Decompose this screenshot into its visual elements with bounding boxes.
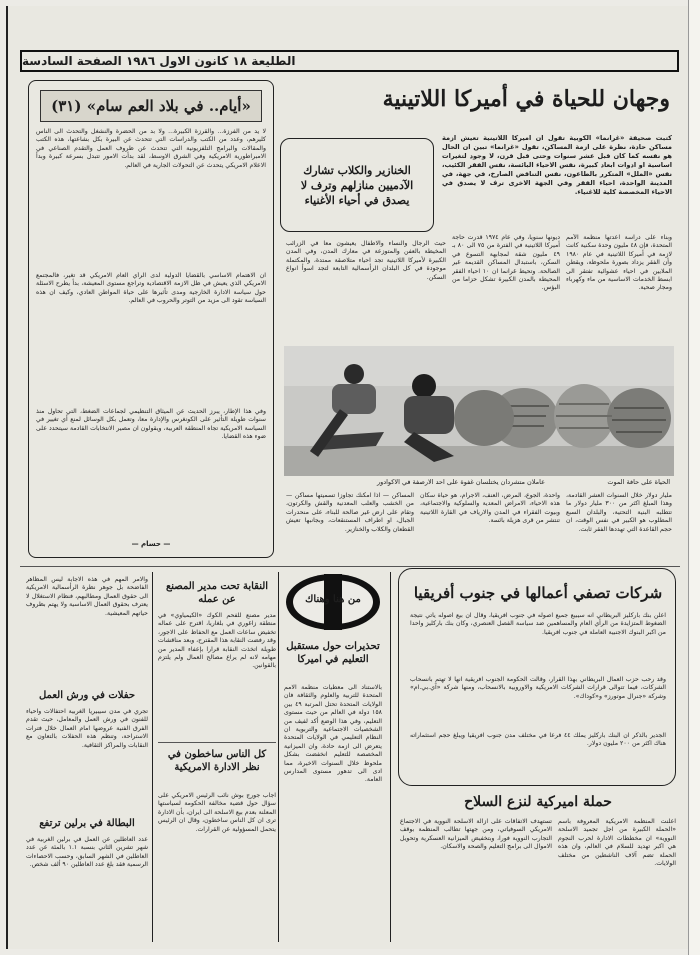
page-header (20, 50, 679, 72)
companies-headline: شركات تصفي أعمالها في جنوب أفريقيا (413, 584, 663, 602)
col-rule-2 (152, 572, 153, 942)
companies-body-2: وقد رحب حزب العمال البريطاني بهذا القرار، وقالت الحكومة الجنوب افريقية انها لا تهتم بانسحاب الشركات، فيما تتوالى قرارات الشركات الامريكية والاوروبية بالانسحاب، ومنها شركة «آي.بي.ام» وشركة «جنرال موتورز» و«كوداك». (410, 676, 666, 700)
latin-photo-caption-right: الحياة على حافة الموت (607, 478, 670, 486)
ayyam-body-3: وفي هذا الإطار، يبرز الحديث عن الميثاق التنظيمي لجماعات الضغط، التي تحاول منذ سنوات طويلة التأثير على الكونغرس والإدارة معا، وتعمل بكل الوسائل لمنع أي تغيير في السياسة الامريكية تجاه المنطقة العربية، ويقولون ان مصير الانتخابات القادمة سيتحدد على ضوء هذه القضايا. (36, 408, 266, 441)
section-divider (20, 566, 680, 567)
minhuna-logo-text: من هنا وهناك (305, 594, 361, 605)
latin-headline: وجهان للحياة في أميركا اللاتينية (382, 86, 670, 112)
workshop-body: تجري في مدن سيبيريا الغربية احتفالات واحياء للفنون في ورش العمل والمعامل، حيث تقدم الفرق الفنية عروضها امام العمال خلال فترات الاستراحة، وتنظم هذه الحفلات بالتعاون مع النقابات والمراكز الثقافية. (26, 708, 148, 749)
latin-bottom-1: مليار دولار خلال السنوات العشر القادمة، وهذا المبلغ اكثر من ٣٠٠ مليار دولار ما تتطلبه البنية التحتية، والبلدان السبع المطلوب هو الكبير في نفس الوقت، ان حجم القاعدة التي تهددها الفقر ثابت. (566, 492, 672, 533)
companies-body-1: اعلن بنك باركليز البريطاني انه سيبيع جميع اصوله في جنوب افريقيا، وقال ان بيع اصوله يأتي نتيجة الضغوط المتزايدة من الرأي العام والمساهمين ضد سياسة الفصل العنصري، وكان بنك باركليز واحدا من اكبر البنوك الاجنبية العاملة في جنوب افريقيا. (410, 612, 666, 636)
page-edge (688, 0, 700, 955)
latin-callout (280, 138, 434, 232)
ayyam-signature: — حسام — (131, 540, 171, 548)
union-headline: النقابة تحت مدير المصنع عن عمله (165, 581, 269, 605)
unemployment-headline: البطالة في برلين ترتفع (39, 818, 135, 829)
education-headline: تحذيرات حول مستقبل التعليم في اميركا (286, 641, 380, 665)
col-rule-1 (390, 572, 391, 942)
latin-photo (284, 346, 674, 476)
latin-col-right: وبناء على دراسة اعدتها منظمة الأمم المتحدة، فإن ٤٨ مليون وحدة سكنية كانت لازمة في أميركا اللاتينية في عام ١٩٨٠ وأن الفقر يزداد بصورة ملحوظة، ويقطن الملايين في احياء عشوائية تفتقر الى ابسط الخدمات الاساسية من ماء وكهرباء ومجار صحية. (566, 234, 672, 292)
workshop-headline: حفلات في ورش العمل (38, 690, 136, 701)
latin-photo-illustration (284, 346, 674, 476)
latin-col-left: حيث الرجال والنساء والاطفال يعيشون معا في الزرائب المخيطة بالعفن والمتوزعة في معارك المدن، وفي المدن الكبيرة لأميركا اللاتينية تجد احياء متلاصقة ممتدة، والمكتملة موجودة في كل البلدان الرأسمالية التابعة لتجد اسوأ انواع السكن. (286, 240, 446, 281)
union-body: مدير مصنع للفحم الكوك «الكيمياوي» في منطقة زاغوري في بلغاريا، اقترح على عماله تخفيض ساعات العمل مع الحفاظ على الاجور، وقد رفضت النقابة هذا المقترح، وبعد مناقشات طويلة اتخذت النقابة قرارا بإعفاء المدير من مهامه لانه لم يراع مصالح العمال ولم يلتزم بالقوانين. (158, 612, 276, 670)
companies-body-3: الجدير بالذكر ان البنك باركليز يملك ٤٤ فرعا في مختلف مدن جنوب افريقيا ويبلغ حجم استثماراته هناك اكثر من ٢٠٠ مليون دولار. (410, 732, 666, 748)
nation-headline: كل الناس ساخطون في نظر الادارة الامريكية (167, 749, 267, 773)
latin-callout-text: الخنازير والكلاب تشارك الآدميين منازلهم وترف لا يصدق في أحياء الأغنياء (300, 163, 414, 207)
header-text: الطليعة ١٨ كانون الاول ١٩٨٦ الصفحة السادسة (22, 54, 296, 68)
disarm-headline: حملة اميركية لنزع السلاح (464, 794, 612, 810)
education-body: بالاستناد الى معطيات منظمة الامم المتحدة للتربية والعلوم والثقافة فان الولايات المتحدة تحتل المرتبة ٤٩ بين ١٥٨ دولة في العالم من حيث مستوى التعليم، وفي هذا الوضع أكد لفيف من الشخصيات الاجتماعية والتربوية ان النظام التعليمي في الولايات المتحدة يتعرض الى ازمة حادة، وان الميزانية المخصصة للتعليم انخفضت بشكل ملحوظ خلال السنوات الاخيرة، مما ادى الى تدهور مستوى المدارس العامة. (284, 684, 382, 784)
minhuna-logo (284, 572, 382, 632)
poverty-body: والامر المهم في هذه الاجابة ليس المظاهر الفاضحة بل جوهر نظرة الرأسمالية الامريكية الى حقوق العمال ومطالبهم، فنظام الاستغلال لا يعترف بحقوق العمال الاساسية ولا يهتم بظروف حياتهم المعيشية. (26, 576, 148, 617)
ayyam-body-1: لا يد من الفرزة... والقرزة الكبيرة... ولا بد من الحضرة والنشغل والتحدث الى الناس كليرهم، وعدد من الكتب والدراسات التي تتحدث عن البيرة بكل بشاعتها، هذه الكتب والمقالات والبرامج التلفزيونية التي تتحدث عن ظروف العمل والتقدم الصناعي في الامبراطورية الامريكية وفي الشرق الاوسط، لقد بدأت الامور تتبدل بسرعة كبيرة وبدأ الاعلام الامريكي يتحدث عن التحولات الجارية في العالم. (36, 128, 266, 169)
latin-col-mid: ديونها سنويا، وفي عام ١٩٧٤ قدرت حاجة أميركا اللاتينية في الفترة من ٧٥ الى ٨٠ بـ ٤٩ مليون شقة لمجابهة التسوع في السكن، باستبدال المساكن القديمة غير الصالحة. وتحيط غرانما ان ١٠ احياء الفقر المحيطة بالمدن الكبيرة تشكل حزاما من البؤس. (452, 234, 560, 292)
ayyam-body-2: ان الاهتمام الاساسي بالقضايا الدولية لدى الرأي العام الامريكي قد تغير، فالمجتمع الامريكي الذي يعيش في ظل الازمة الاقتصادية وتراجع مستوى المعيشة، بدأ يطرح الاسئلة حول سياسة الادارة الخارجية ومدى تأثيرها على حياة المواطن العادي، وكيف ان هذه السياسة تقود الى مزيد من التوتر والحروب في العالم. (36, 272, 266, 305)
union-divider (158, 742, 276, 743)
latin-bottom-2: واحدة، الجوع، المرض، العنف، الاجرام، هو حياة سكان هذه الاحياء، الامراض المعدية والسلوكية والاجتماعية، وبيوت الفقراء في المدن والارياف في القارة اللاتينية تنتشر من قرى هزيلة بائسة. (420, 492, 560, 525)
ayyam-title-box (40, 90, 262, 122)
unemployment-body: عدد العاطلين عن العمل في برلين الغربية في شهر تشرين الثاني بنسبة ١.١ بالمئة عن عدد العاطلين في الشهر السابق، وحسب الاحصاءات الرسمية فقد بلغ عدد العاطلين ٩٠ ألف شخص. (26, 836, 148, 869)
latin-photo-caption-left: عاملان متشردان يختلسان غفوة على احد الارصفة في الاكوادور (376, 478, 545, 486)
nation-body: اجاب جورج بوش نائب الرئيس الامريكي على سؤال حول قضية مخالفة الحكومة لسياستها المعلنة بعدم بيع الاسلحة الى ايران، بأن الادارة ترى ان كل الناس ساخطون، وقال ان الرئيس يتحمل المسؤولية عن القرارات. (158, 792, 276, 833)
latin-lead: كتبت صحيفة «غرانما» الكوبية تقول ان اميركا اللاتينية تعيش ازمة مساكن حادة، نظرة على ازمة المساكن، تقول «غرانما» تبين ان الحال هو نفسه كما كان قبل عشر سنوات وحتى قبل قرن، لا وجود لتغيرات اساسية او ادوات ابعاد كبيرة، نفس الاحياء البائسة، نفس الفقر الكئيب، نفس «الملل» المتكرر بالطاعون، نفس التناقض الصارخ، في جهة، في المدينة الواحدة، احياء الفقر وفي الجهة الاخرى ترف لا يصدق في الاحياء المخصصة كلية للاغنياء. (442, 134, 672, 196)
latin-bottom-3: المساكن — اذا امكنك تجاوزا تسميتها مساكن — من الخشب والعلب المعدنية والقش والكرتون، وتقام على ارض غير صالحة للبناء، على منحدرات الجبال، او اطراف المستنقعات، وبجانبها تعيش القطعان والكلاب والخنازير. (286, 492, 414, 533)
disarm-body-1: اعلنت المنظمة الامريكية المعروفة باسم «الحملة الكبيرة من اجل تجميد الاسلحة النووية» ان مخططات الادارة لحرب النجوم هي اكبر تهديد للسلام في العالم، وان هذه الحملة تضم آلاف الناشطين من مختلف الولايات. (558, 818, 676, 868)
col-rule-3 (278, 572, 279, 942)
disarm-body-2: تستهدف الاتفاقات على ازالة الاسلحة النووية في الاجتماع الامريكي السوفياتي، ومن جهتها تطالب المنظمة بوقف التجارب النووية فورا، وبتخفيض الميزانية العسكرية وتحويل الاموال الى برامج التعليم والصحة والاسكان. (400, 818, 552, 851)
ayyam-title: «أيام.. في بلاد العم سام» (٣١) (51, 97, 251, 115)
